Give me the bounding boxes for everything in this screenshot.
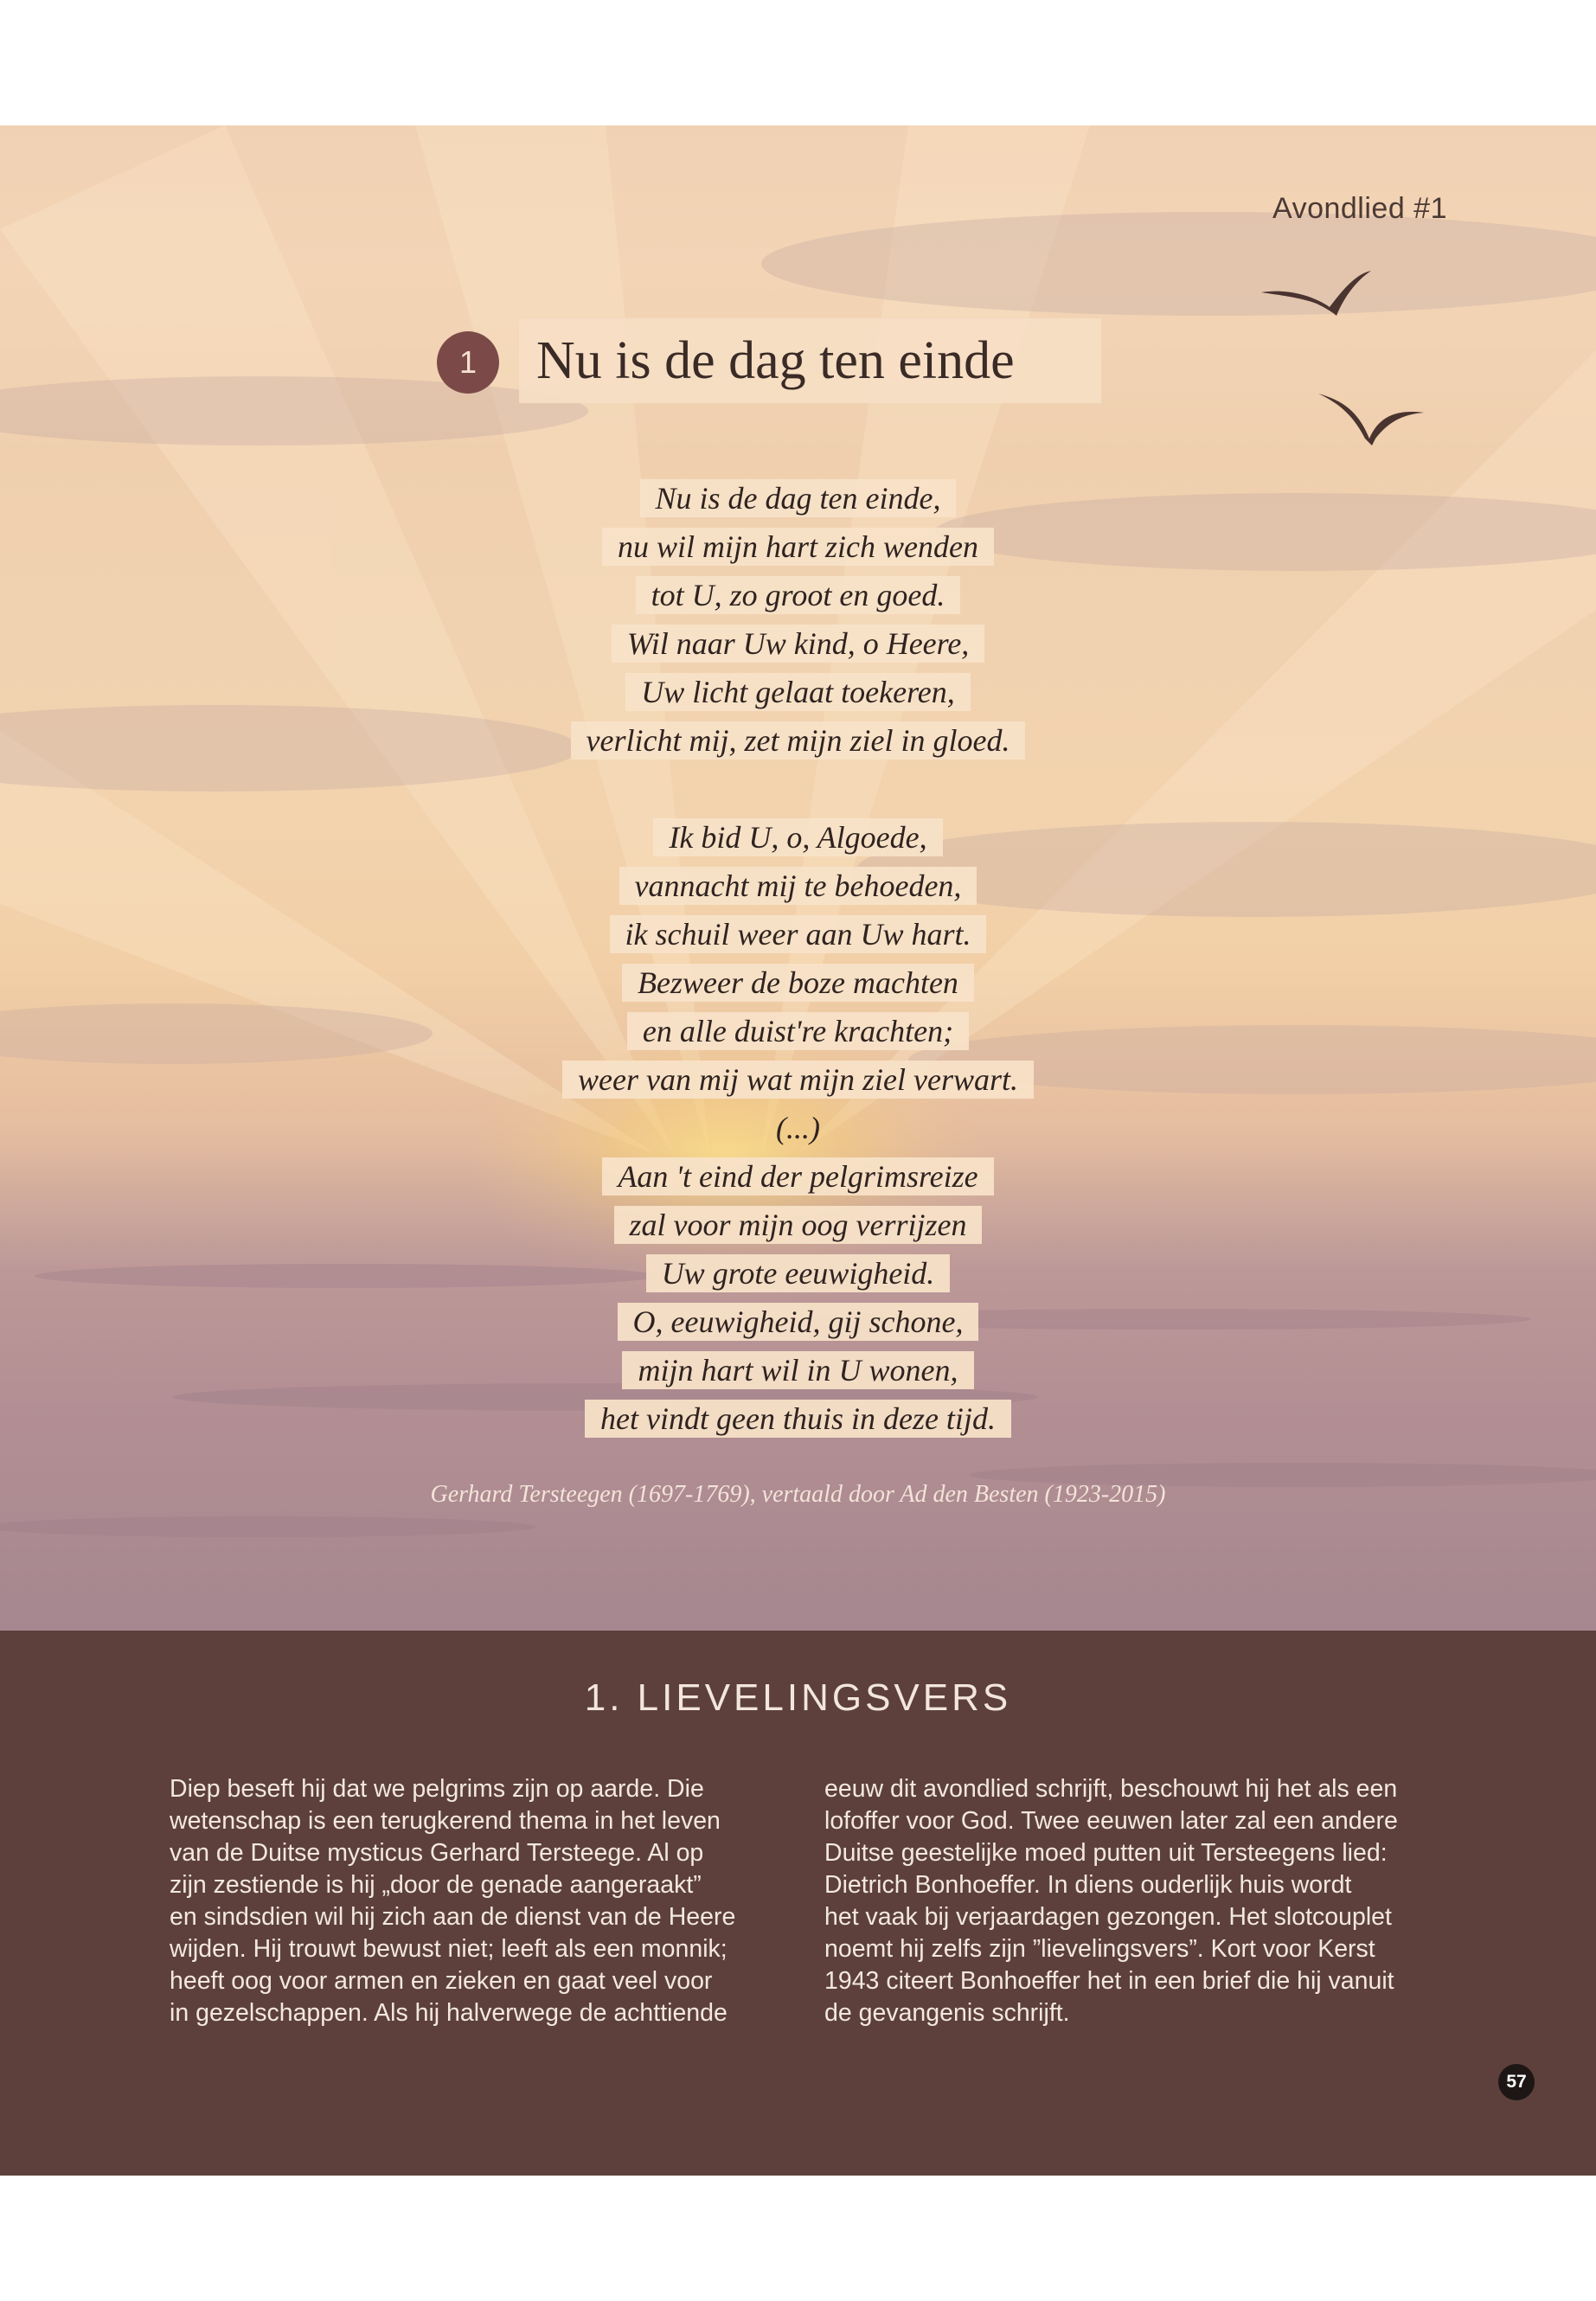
text-line: heeft oog voor armen en zieken en gaat veel voor <box>170 1967 713 1995</box>
text-line: de gevangenis schrijft. <box>824 1999 1070 2027</box>
poem-line: weer van mij wat mijn ziel verwart. <box>562 1055 1034 1104</box>
page-number: 57 <box>1498 2064 1535 2100</box>
text-line: noemt hij zelfs zijn ”lievelingsvers”. Kort voor Kerst <box>824 1935 1375 1963</box>
bird-icon <box>1318 394 1424 445</box>
text-line: Duitse geestelijke moed putten uit Tersteegens lied: <box>824 1839 1388 1867</box>
poem-line: ik schuil weer aan Uw hart. <box>610 910 987 958</box>
poem-line: verlicht mij, zet mijn ziel in gloed. <box>571 716 1026 765</box>
poem-line: Bezweer de boze machten <box>622 958 974 1007</box>
poem <box>0 474 1596 1443</box>
poem-line: tot U, zo groot en goed. <box>636 571 961 619</box>
text-line: wijden. Hij trouwt bewust niet; leeft als een monnik; <box>170 1935 727 1963</box>
poem-line: Uw grote eeuwigheid. <box>646 1249 951 1298</box>
poem-line: nu wil mijn hart zich wenden <box>602 522 994 571</box>
song-number-badge: 1 <box>437 331 499 394</box>
page-label: Avondlied #1 <box>1272 192 1447 225</box>
text-line: Dietrich Bonhoeffer. In diens ouderlijk huis wordt <box>824 1871 1352 1899</box>
poem-line: zal voor mijn oog verrijzen <box>614 1201 983 1249</box>
poem-line: en alle duist're krachten; <box>627 1007 969 1055</box>
article-heading: 1. LIEVELINGSVERS <box>584 1676 1012 1719</box>
article-column-right <box>824 1773 1426 2029</box>
poem-ellipsis: (...) <box>776 1111 820 1145</box>
poem-line: Ik bid U, o, Algoede, <box>653 813 942 862</box>
text-line: wetenschap is een terugkerend thema in het leven <box>170 1807 721 1835</box>
poem-line: het vindt geen thuis in deze tijd. <box>585 1394 1011 1443</box>
text-line: Diep beseft hij dat we pelgrims zijn op aarde. Die <box>170 1775 704 1803</box>
poem-credit: Gerhard Tersteegen (1697-1769), vertaald door Ad den Besten (1923-2015) <box>430 1481 1166 1508</box>
text-line: in gezelschappen. Als hij halverwege de achttiende <box>170 1999 727 2027</box>
text-line: lofoffer voor God. Twee eeuwen later zal een andere <box>824 1807 1398 1835</box>
text-line: van de Duitse mysticus Gerhard Tersteege. Al op <box>170 1839 704 1867</box>
poem-line: Wil naar Uw kind, o Heere, <box>612 619 985 668</box>
text-line: zijn zestiende is hij „door de genade aangeraakt” <box>170 1871 702 1899</box>
text-line: het vaak bij verjaardagen gezongen. Het slotcouplet <box>824 1903 1392 1931</box>
text-line: eeuw dit avondlied schrijft, beschouwt hij het als een <box>824 1775 1398 1803</box>
song-title-box <box>519 318 1101 403</box>
poem-line: mijn hart wil in U wonen, <box>622 1346 973 1394</box>
poem-line: O, eeuwigheid, gij schone, <box>618 1298 979 1346</box>
text-line: en sindsdien wil hij zich aan de dienst van de Heere <box>170 1903 736 1931</box>
text-line: 1943 citeert Bonhoeffer het in een brief die hij vanuit <box>824 1967 1394 1995</box>
article-column-left <box>170 1773 771 2029</box>
poem-line: Aan 't eind der pelgrimsreize <box>602 1152 993 1201</box>
poem-line: Uw licht gelaat toekeren, <box>625 668 971 716</box>
poem-line: vannacht mij te behoeden, <box>619 862 977 910</box>
poem-line: Nu is de dag ten einde, <box>640 474 957 522</box>
song-title: Nu is de dag ten einde <box>536 330 1015 390</box>
